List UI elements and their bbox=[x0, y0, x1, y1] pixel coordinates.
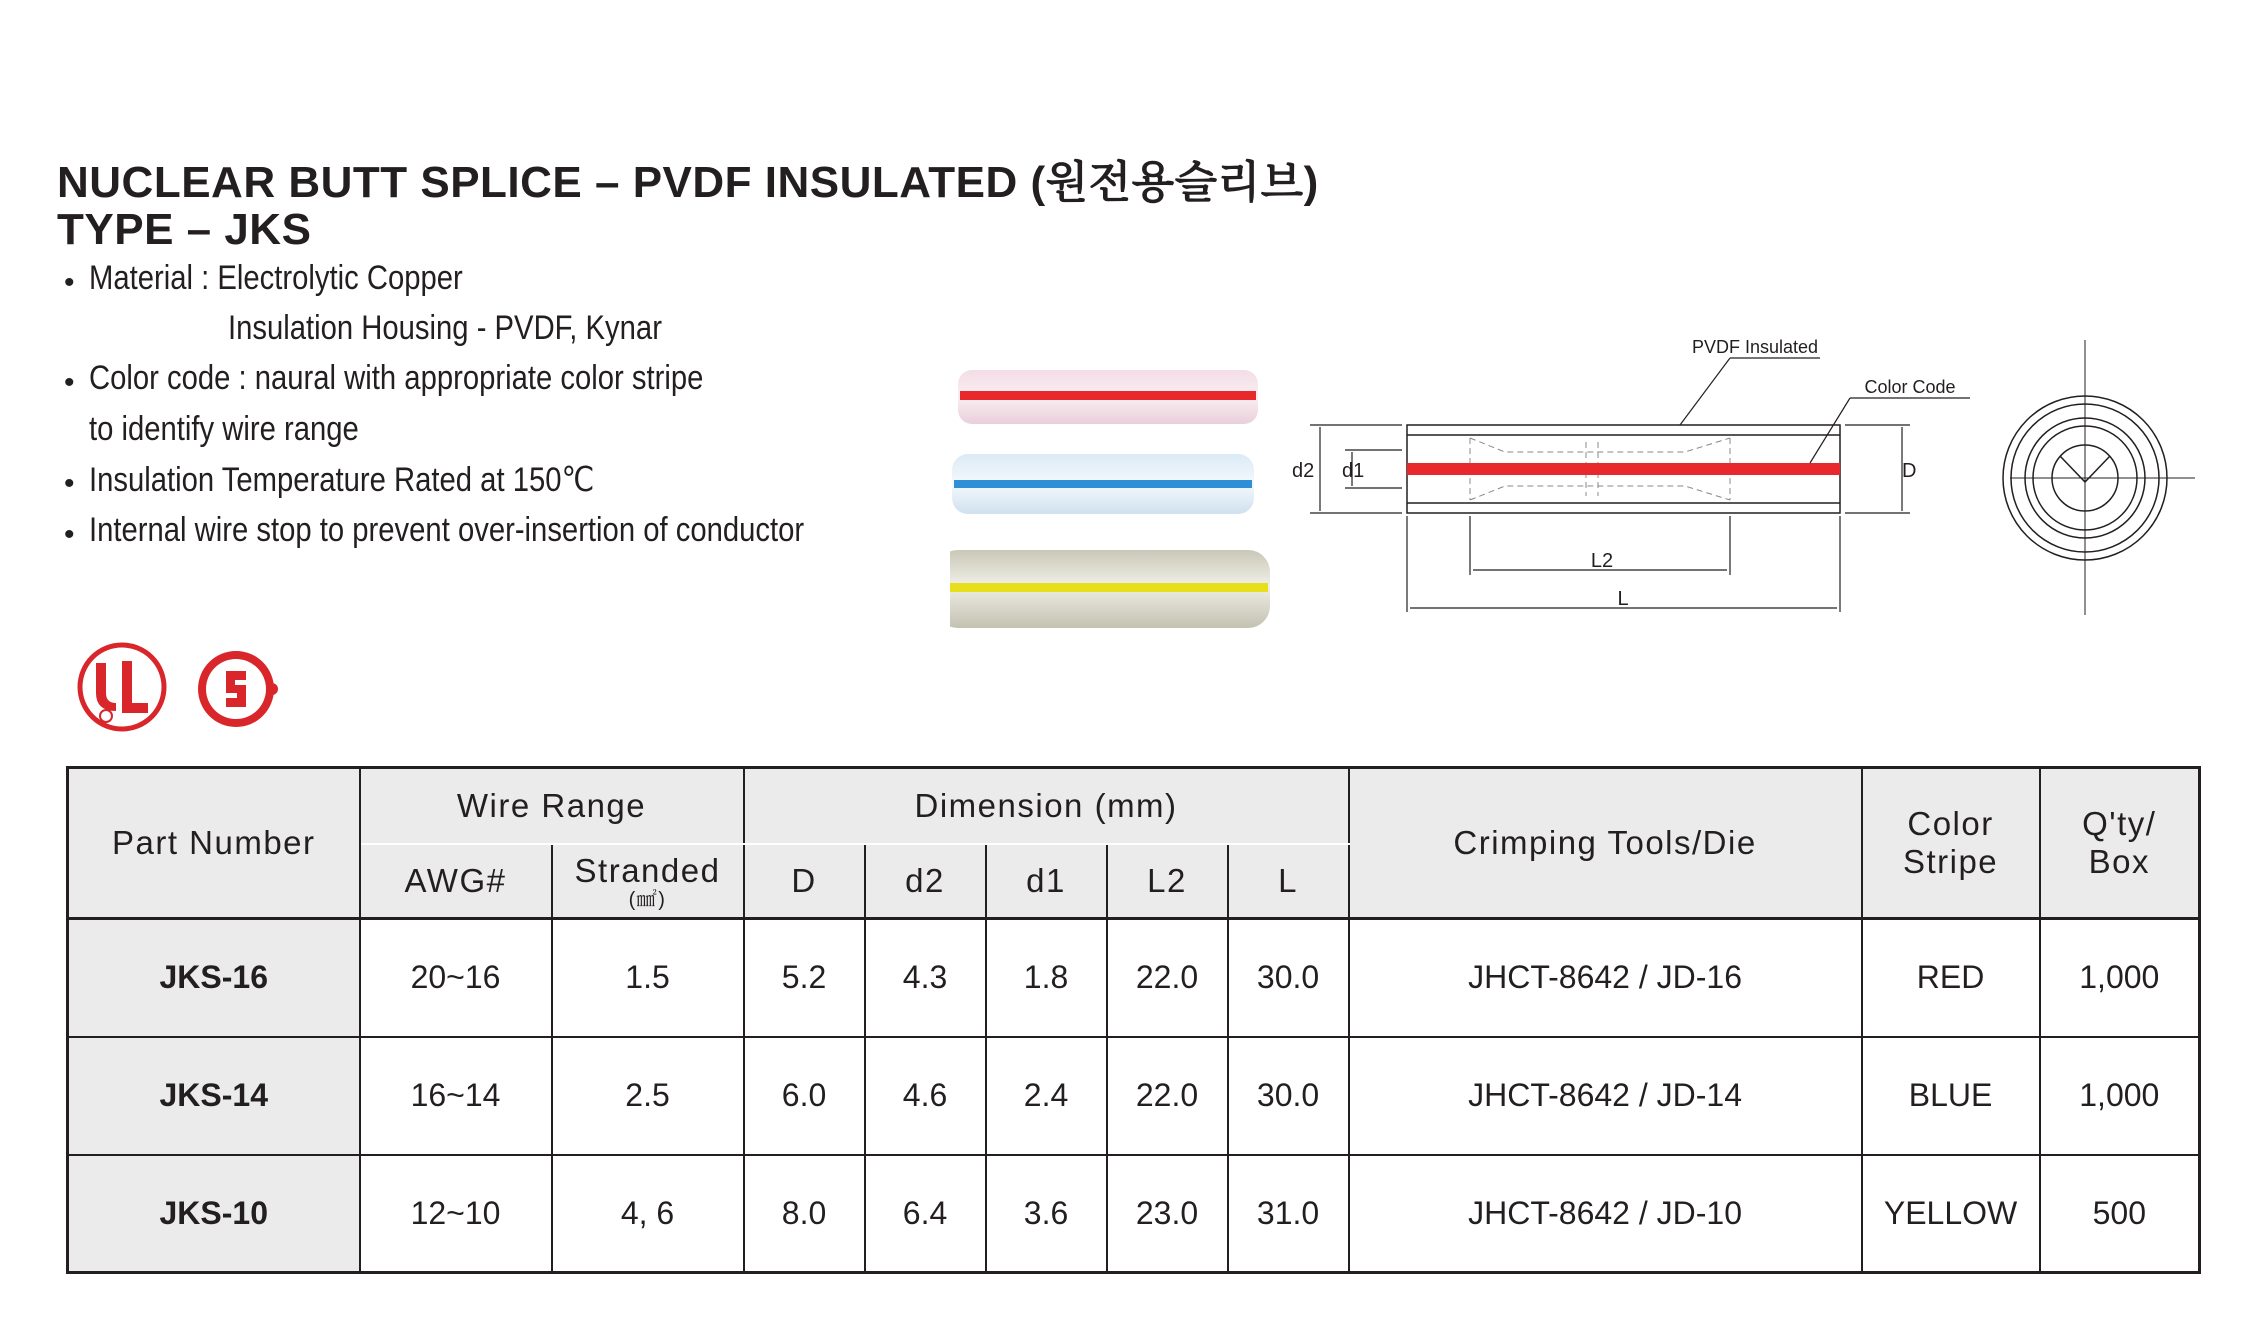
cell-color-stripe: YELLOW bbox=[1862, 1155, 2040, 1273]
header-d1: d1 bbox=[986, 844, 1107, 919]
cell-L2: 23.0 bbox=[1107, 1155, 1228, 1273]
cell-awg: 12~10 bbox=[360, 1155, 552, 1273]
cell-qty: 1,000 bbox=[2040, 919, 2200, 1037]
cell-crimping-tool: JHCT-8642 / JD-14 bbox=[1349, 1037, 1862, 1155]
cell-crimping-tool: JHCT-8642 / JD-16 bbox=[1349, 919, 1862, 1037]
sleeve-product-photo bbox=[950, 366, 1270, 636]
cell-stranded: 2.5 bbox=[552, 1037, 744, 1155]
cell-d1: 3.6 bbox=[986, 1155, 1107, 1273]
cell-d2: 4.3 bbox=[865, 919, 986, 1037]
cell-L: 30.0 bbox=[1228, 1037, 1349, 1155]
cell-d2: 6.4 bbox=[865, 1155, 986, 1273]
header-D: D bbox=[744, 844, 865, 919]
cell-D: 8.0 bbox=[744, 1155, 865, 1273]
header-dimension: Dimension (mm) bbox=[744, 768, 1349, 844]
header-qty-line1: Q'ty/ bbox=[2082, 805, 2157, 842]
table-row bbox=[68, 1155, 2200, 1273]
cell-L: 30.0 bbox=[1228, 919, 1349, 1037]
diagram-label-d2: d2 bbox=[1292, 460, 1315, 482]
bullet-marker: • bbox=[64, 366, 75, 399]
header-stranded-label: Stranded bbox=[574, 851, 721, 889]
cell-awg: 20~16 bbox=[360, 919, 552, 1037]
header-awg: AWG# bbox=[360, 844, 552, 919]
diagram-label-D: D bbox=[1902, 460, 1917, 482]
spec-material: Material : Electrolytic Copper bbox=[89, 259, 463, 297]
header-color-stripe-line2: Stripe bbox=[1902, 843, 1999, 880]
bullet-marker: • bbox=[64, 467, 75, 500]
cell-d1: 1.8 bbox=[986, 919, 1107, 1037]
csa-certification-logo bbox=[196, 646, 280, 732]
header-part-number: Part Number bbox=[68, 768, 360, 919]
header-L2: L2 bbox=[1107, 844, 1228, 919]
spec-wire-stop: Internal wire stop to prevent over-insertion of conductor bbox=[89, 511, 805, 549]
cell-qty: 1,000 bbox=[2040, 1037, 2200, 1155]
table-row bbox=[68, 1037, 2200, 1155]
cell-qty: 500 bbox=[2040, 1155, 2200, 1273]
spec-table bbox=[66, 766, 2201, 1274]
cell-D: 5.2 bbox=[744, 919, 865, 1037]
header-color-stripe bbox=[1862, 768, 2040, 919]
header-d2: d2 bbox=[865, 844, 986, 919]
header-qty-box bbox=[2040, 768, 2200, 919]
cell-stranded: 1.5 bbox=[552, 919, 744, 1037]
header-stranded-unit: (㎟) bbox=[628, 888, 667, 911]
page-subtitle: TYPE – JKS bbox=[57, 205, 312, 254]
cell-awg: 16~14 bbox=[360, 1037, 552, 1155]
end-view-circle bbox=[2003, 340, 2195, 615]
spec-color-code-cont: to identify wire range bbox=[89, 410, 359, 448]
spec-insulation-housing: Insulation Housing - PVDF, Kynar bbox=[228, 309, 662, 347]
page-title: NUCLEAR BUTT SPLICE – PVDF INSULATED (원전용슬리브) bbox=[57, 158, 1319, 207]
bullet-marker: • bbox=[64, 518, 75, 551]
spec-color-code: Color code : naural with appropriate color stripe bbox=[89, 359, 704, 397]
diagram-label-d1: d1 bbox=[1342, 460, 1365, 482]
header-wire-range: Wire Range bbox=[360, 768, 744, 844]
spec-temperature: Insulation Temperature Rated at 150℃ bbox=[89, 461, 595, 499]
cell-color-stripe: BLUE bbox=[1862, 1037, 2040, 1155]
ul-certification-logo bbox=[76, 641, 168, 733]
red-sleeve bbox=[958, 370, 1258, 424]
table-row bbox=[68, 919, 2200, 1037]
cell-L2: 22.0 bbox=[1107, 919, 1228, 1037]
diagram-label-color-code: Color Code bbox=[1864, 377, 1956, 397]
cell-d1: 2.4 bbox=[986, 1037, 1107, 1155]
bullet-marker: • bbox=[64, 266, 75, 299]
diagram-label-L: L bbox=[1617, 588, 1629, 610]
diagram-label-L2: L2 bbox=[1590, 550, 1614, 572]
cell-color-stripe: RED bbox=[1862, 919, 2040, 1037]
diagram-label-pvdf: PVDF Insulated bbox=[1691, 337, 1819, 357]
yellow-sleeve bbox=[950, 550, 1270, 628]
cell-crimping-tool: JHCT-8642 / JD-10 bbox=[1349, 1155, 1862, 1273]
header-crimping-tools: Crimping Tools/Die bbox=[1349, 768, 1862, 919]
header-stranded bbox=[552, 844, 744, 919]
cell-L: 31.0 bbox=[1228, 1155, 1349, 1273]
header-qty-line2: Box bbox=[2088, 843, 2150, 880]
splice-dimension-diagram bbox=[1290, 330, 2210, 630]
header-L: L bbox=[1228, 844, 1349, 919]
cell-part-number: JKS-10 bbox=[68, 1155, 360, 1273]
blue-sleeve bbox=[952, 454, 1254, 514]
cell-D: 6.0 bbox=[744, 1037, 865, 1155]
cell-stranded: 4, 6 bbox=[552, 1155, 744, 1273]
cell-part-number: JKS-14 bbox=[68, 1037, 360, 1155]
cell-d2: 4.6 bbox=[865, 1037, 986, 1155]
cell-part-number: JKS-16 bbox=[68, 919, 360, 1037]
header-color-stripe-line1: Color bbox=[1907, 805, 1994, 842]
cell-L2: 22.0 bbox=[1107, 1037, 1228, 1155]
